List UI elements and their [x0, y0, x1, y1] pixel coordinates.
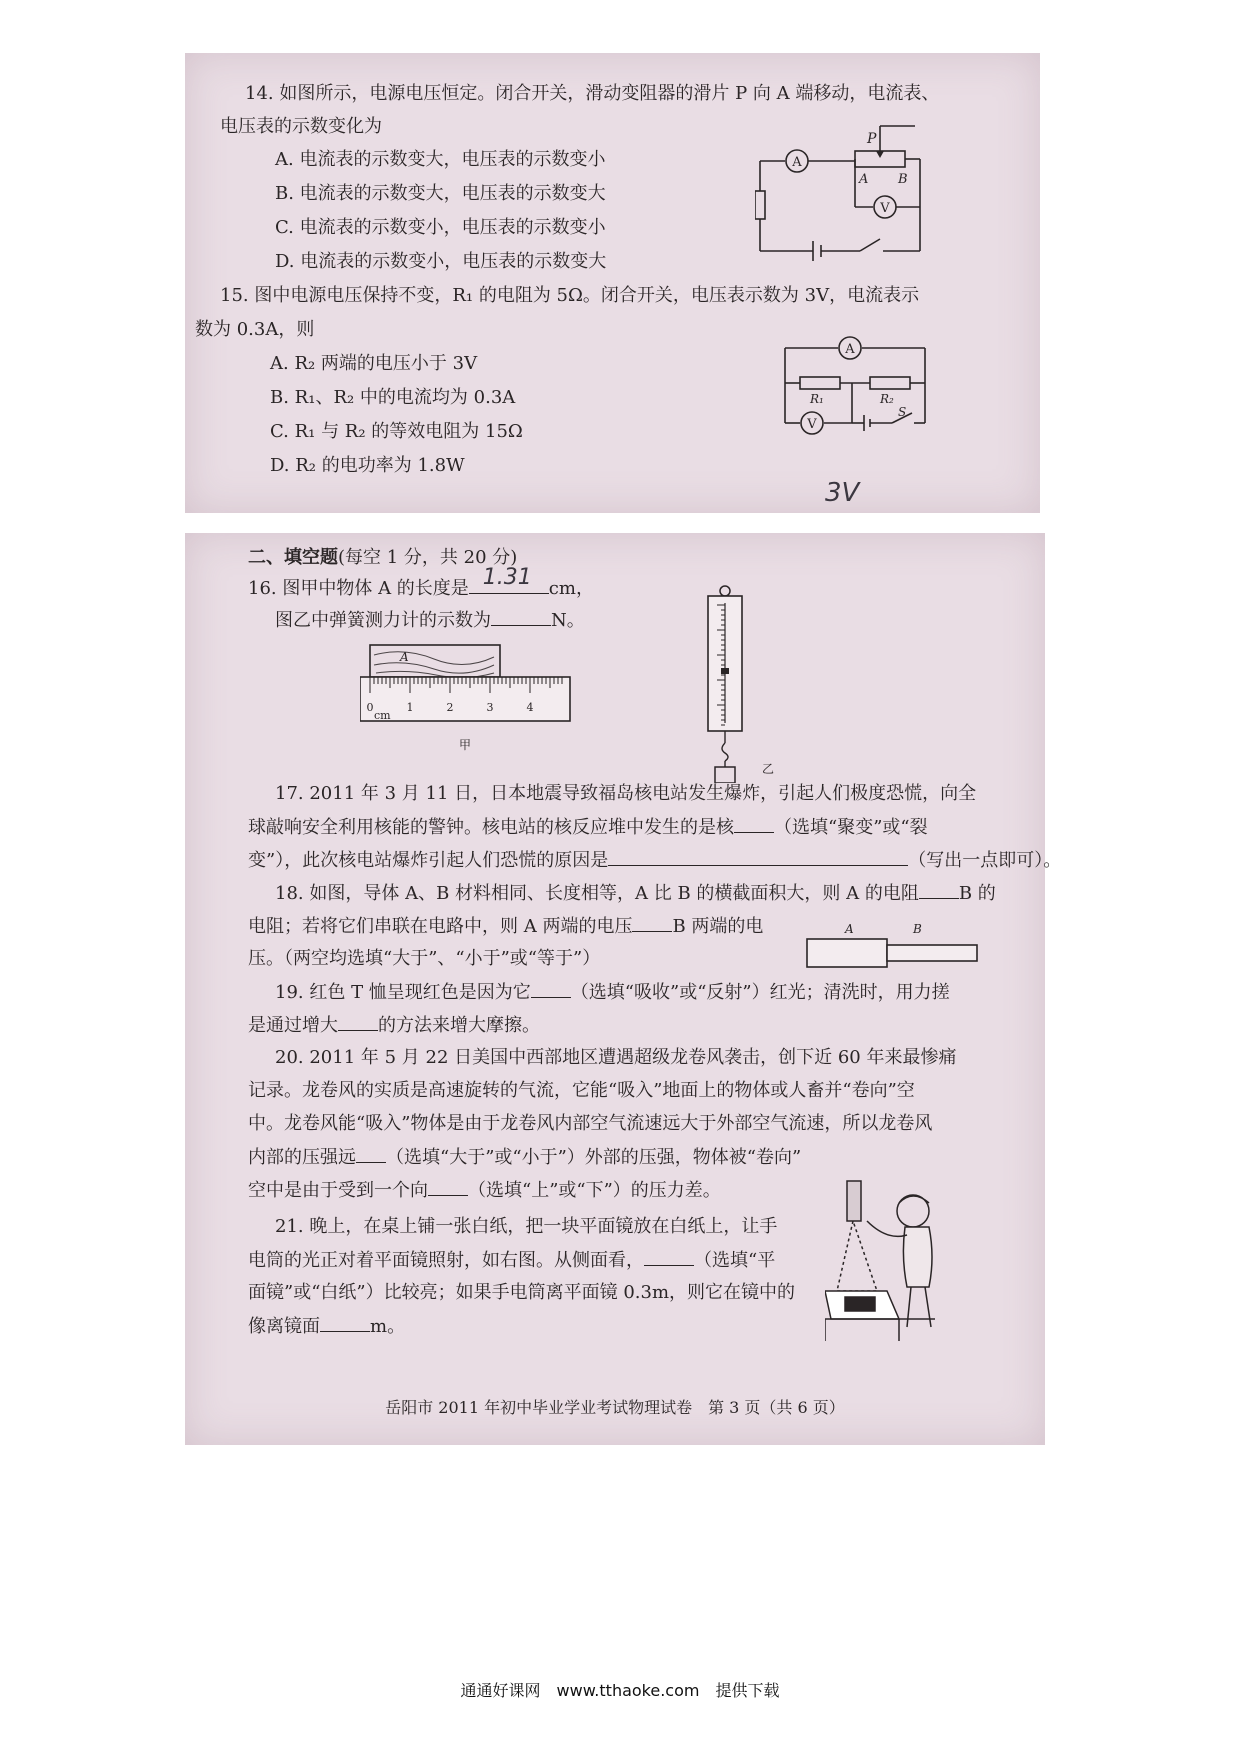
spring-scale-figure — [690, 583, 780, 783]
q20-line2: 记录。龙卷风的实质是高速旋转的气流，它能“吸入”地面上的物体或人畜并“卷向”空 — [248, 1080, 915, 1101]
ruler-tick-2: 2 — [446, 701, 454, 714]
ruler-block-label: A — [400, 650, 409, 664]
q15-option-b: B. R₁、R₂ 中的电流均为 0.3A — [270, 387, 516, 408]
q21-line4: 像离镜面 m。 — [248, 1316, 406, 1337]
q14-ammeter-label: A — [792, 155, 802, 170]
q17-line1: 17. 2011 年 3 月 11 日，日本地震导致福岛核电站发生爆炸，引起人们极度恐慌，向全 — [275, 783, 977, 804]
ruler-tick-4: 4 — [526, 701, 534, 714]
ruler-caption: 甲 — [458, 738, 472, 752]
ruler-tick-3: 3 — [486, 701, 494, 714]
scan-top-panel — [185, 53, 1040, 513]
q14-slider-label: P — [867, 131, 877, 147]
q16-handwritten-answer: 1.31 — [482, 565, 532, 590]
section-heading: 二、填空题(每空 1 分，共 20 分) — [248, 547, 518, 568]
q15-option-c: C. R₁ 与 R₂ 的等效电阻为 15Ω — [270, 421, 523, 442]
q17-line2: 球敲响安全利用核能的警钟。核电站的核反应堆中发生的是核 （选填“聚变”或“裂 — [248, 817, 928, 838]
q18-line1: 18. 如图，导体 A、B 材料相同、长度相等，A 比 B 的横截面积大，则 A 的电阻 B 的 — [275, 883, 996, 904]
q15-option-d: D. R₂ 的电功率为 1.8W — [270, 455, 465, 476]
q16-line1: 16. 图甲中物体 A 的长度是 1.31 cm， — [248, 565, 594, 599]
ruler-tick-0: 0 — [366, 701, 374, 714]
q21-line1: 21. 晚上，在桌上铺一张白纸，把一块平面镜放在白纸上，让手 — [275, 1216, 778, 1237]
q15-ammeter-label: A — [845, 342, 855, 357]
ruler-figure — [360, 643, 580, 753]
q20-line1: 20. 2011 年 5 月 22 日美国中西部地区遭遇超级龙卷风袭击，创下近 60 年来最惨痛 — [275, 1047, 957, 1068]
spring-scale-caption: 乙 — [762, 762, 775, 776]
q15-switch-label: S — [898, 405, 907, 419]
q15-r2-label: R₂ — [880, 392, 894, 406]
q15-handwriting: 3V — [825, 478, 860, 508]
q19-line2: 是通过增大 的方法来增大摩擦。 — [248, 1015, 540, 1036]
site-footer: 通通好课网 www.tthaoke.com 提供下载 — [460, 1681, 780, 1700]
conductor-figure — [805, 923, 985, 973]
q15-circuit-diagram — [780, 328, 935, 438]
q14-stem-line1: 14. 如图所示，电源电压恒定。闭合开关，滑动变阻器的滑片 P 向 A 端移动，电流表、 — [245, 83, 940, 104]
q17-line3: 变”），此次核电站爆炸引起人们恐慌的原因是 （写出一点即可）。 — [248, 850, 1062, 871]
q14-stem-line2: 电压表的示数变化为 — [220, 116, 382, 137]
q20-line5: 空中是由于受到一个向 （选填“上”或“下”）的压力差。 — [248, 1180, 721, 1201]
q20-line3: 中。龙卷风能“吸入”物体是由于龙卷风内部空气流速远大于外部空气流速，所以龙卷风 — [248, 1113, 933, 1134]
q14-option-a: A. 电流表的示数变大，电压表的示数变小 — [275, 149, 606, 170]
q15-option-a: A. R₂ 两端的电压小于 3V — [270, 353, 478, 374]
q15-stem-line2: 数为 0.3A，则 — [195, 319, 315, 340]
page-footer: 岳阳市 2011 年初中毕业学业考试物理试卷 第 3 页（共 6 页） — [385, 1398, 845, 1417]
flashlight-illustration — [825, 1173, 945, 1343]
q15-voltmeter-label: V — [807, 417, 817, 432]
q15-r1-label: R₁ — [810, 392, 824, 406]
ruler-tick-1: 1 — [406, 701, 414, 714]
q14-option-c: C. 电流表的示数变小，电压表的示数变小 — [275, 217, 606, 238]
q14-end-a-label: A — [859, 172, 869, 187]
ruler-unit: cm — [374, 709, 391, 722]
q18-line3: 压。（两空均选填“大于”、“小于”或“等于”） — [248, 948, 601, 969]
q14-option-d: D. 电流表的示数变小，电压表的示数变大 — [275, 251, 607, 272]
q18-line2: 电阻；若将它们串联在电路中，则 A 两端的电压 B 两端的电 — [248, 916, 764, 937]
conductor-a-label: A — [845, 923, 854, 936]
q14-circuit-diagram — [755, 121, 935, 261]
conductor-b-label: B — [913, 923, 922, 936]
scan-bottom-panel — [185, 533, 1062, 1445]
q21-line2: 电筒的光正对着平面镜照射，如右图。从侧面看， （选填“平 — [248, 1250, 776, 1271]
q15-stem-line1: 15. 图中电源电压保持不变，R₁ 的电阻为 5Ω。闭合开关，电压表示数为 3V，电流表示 — [220, 285, 920, 306]
q16-line2: 图乙中弹簧测力计的示数为 N。 — [275, 610, 585, 631]
q21-line3: 面镜”或“白纸”）比较亮；如果手电筒离平面镜 0.3m，则它在镜中的 — [248, 1282, 796, 1303]
q14-voltmeter-label: V — [880, 201, 890, 216]
q14-option-b: B. 电流表的示数变大，电压表的示数变大 — [275, 183, 606, 204]
q14-end-b-label: B — [898, 172, 908, 187]
q20-line4: 内部的压强远 （选填“大于”或“小于”）外部的压强，物体被“卷向” — [248, 1147, 802, 1168]
q19-line1: 19. 红色 T 恤呈现红色是因为它 （选填“吸收”或“反射”）红光；清洗时，用力搓 — [275, 982, 950, 1003]
